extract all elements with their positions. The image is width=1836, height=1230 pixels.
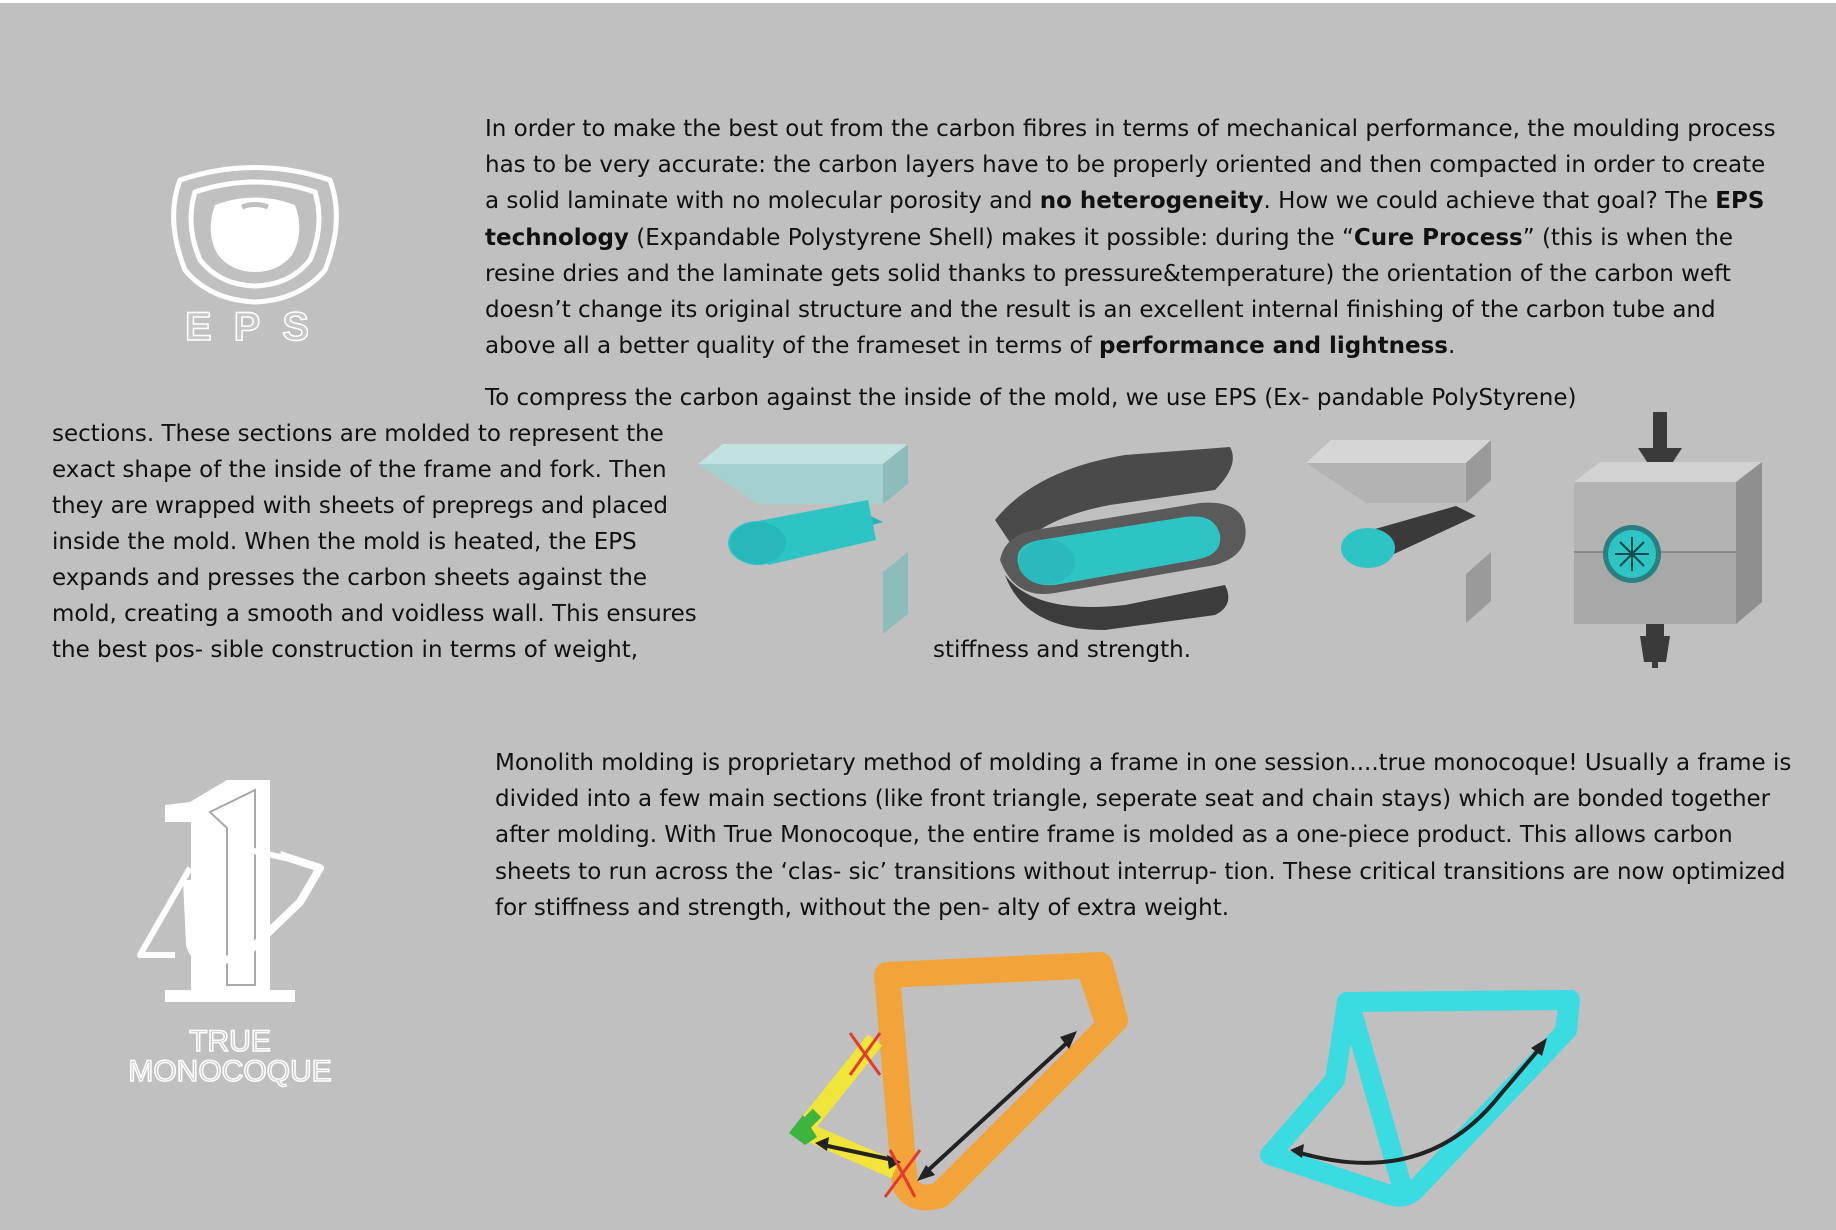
- pressed-mold-icon: [1570, 412, 1765, 670]
- compress-line: they are wrapped with sheets of prepregs and placed: [52, 493, 668, 519]
- compress-line: mold, creating a smooth and voidless wall. This ensures: [52, 601, 697, 627]
- eps-logo-label: EPS: [184, 305, 332, 349]
- intro-text-1: In order to make the best out from the carbon fibres in terms of mechanical performance, the moulding process has to be very accurate: the carbon layers have to be properly oriented and then compacted in order to create a solid laminate with no molecular porosity and: [485, 116, 1776, 215]
- compress-line: inside the mold. When the mold is heated, the EPS: [52, 529, 637, 555]
- intro-text-2: . How we could achieve that goal? The: [1263, 188, 1716, 215]
- intro-text-3: (Expandable Polystyrene Shell) makes it possible: during the “: [628, 224, 1354, 251]
- monocoque-frame-icon: [1255, 990, 1585, 1205]
- intro-text-4: ” (this is when the resine dries and the laminate gets solid thanks to pressure&temperature) the orientation of the carbon weft doesn’t change its original structure and the result is an excellent internal finishing of the carbon tube and above all a better quality of the frameset in terms of: [485, 224, 1734, 360]
- compress-line: exact shape of the inside of the frame and fork. Then: [52, 457, 667, 483]
- true-monocoque-logo-icon: [135, 780, 325, 1005]
- compress-line: expands and presses the carbon sheets against the: [52, 565, 648, 591]
- compress-line: sections. These sections are molded to represent the: [52, 421, 664, 447]
- carbon-wrapped-core-icon: [975, 445, 1250, 630]
- eps-intro-paragraph: [485, 111, 1785, 364]
- eps-core-in-mold-icon: [698, 442, 913, 642]
- monocoque-paragraph: Monolith molding is proprietary method of molding a frame in one session....true monocoque! Usually a frame is divided into a few main sections (like front triangle, seperate seat and chain stays) which are bonded together after molding. With True Monocoque, the entire frame is molded as a one-piece product. This allows carbon sheets to run across the ‘clas- sic’ transitions without interrup- tion. These critical transitions are now optimized for stiffness and strength, without the pen- alty of extra weight.: [495, 750, 1792, 921]
- true-monocoque-label-line2: MONOCOQUE: [128, 1055, 332, 1088]
- compress-line: the best pos- sible construction in terms of weight,: [52, 637, 639, 663]
- compress-tail: stiffness and strength.: [933, 637, 1192, 663]
- intro-bold-1: no heterogeneity: [1039, 188, 1264, 215]
- compress-first-line: To compress the carbon against the inside of the mold, we use EPS (Ex- pandable PolyStyrene): [485, 385, 1577, 411]
- sectioned-frame-icon: [775, 965, 1120, 1205]
- true-monocoque-label-line1: TRUE: [189, 1025, 271, 1058]
- intro-bold-4: performance and lightness: [1099, 333, 1448, 360]
- intro-bold-3: Cure Process: [1353, 224, 1523, 251]
- gray-mold-with-core-icon: [1306, 438, 1496, 628]
- intro-text-5: .: [1448, 333, 1456, 360]
- top-strip: [0, 0, 1836, 3]
- intro-bold-2: EPS technology: [485, 188, 1765, 251]
